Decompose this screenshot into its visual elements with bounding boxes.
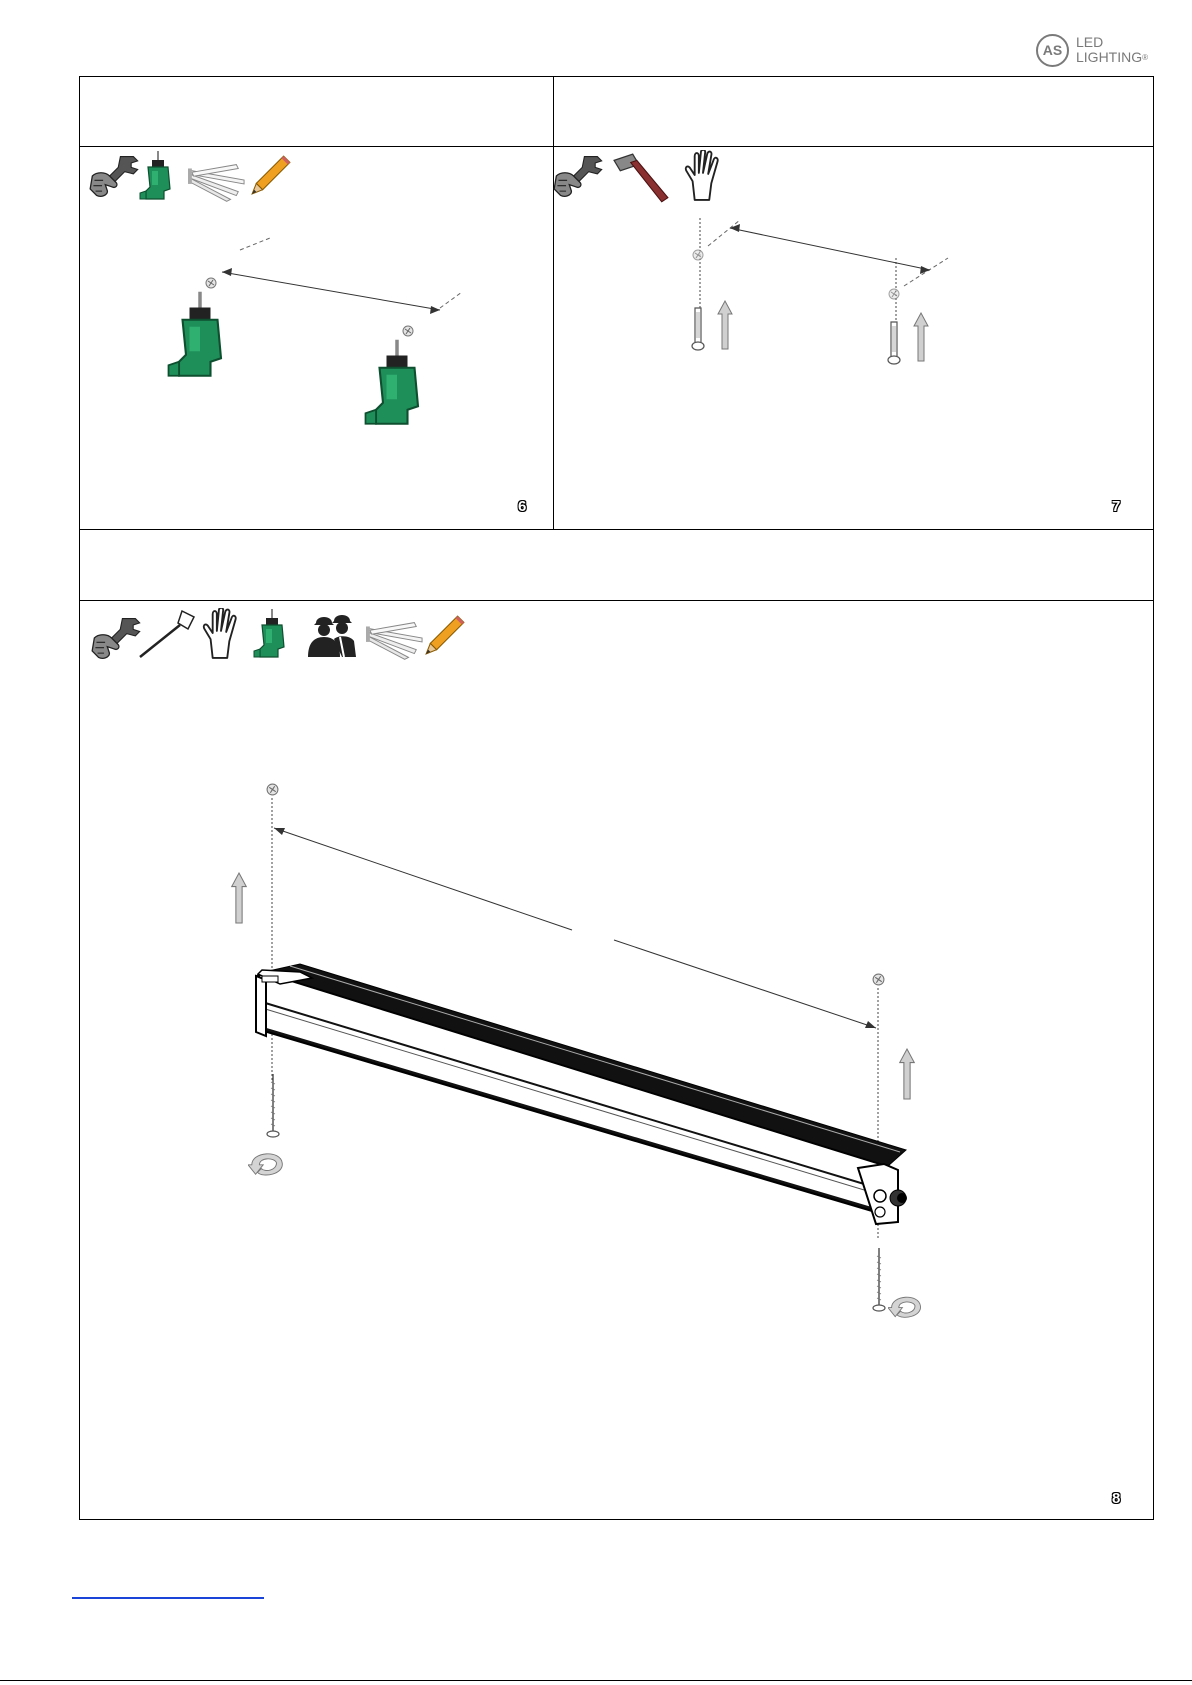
footer-hyperlink-underline[interactable] — [72, 1597, 264, 1599]
logo-registered-mark: ® — [1142, 53, 1149, 62]
logo-text-lighting: LIGHTING — [1076, 49, 1143, 65]
hammer-icon — [612, 152, 670, 204]
logo-mark: AS — [1036, 34, 1069, 67]
wrench-hand-icon — [552, 152, 606, 200]
step8-header-cell — [79, 529, 1154, 601]
step-number-6: 6 — [518, 498, 527, 515]
glove-icon — [680, 150, 726, 202]
bottom-rule — [0, 1680, 1192, 1681]
drill-icon — [252, 608, 292, 660]
two-workers-icon — [304, 612, 358, 660]
step-number-7: 7 — [1112, 498, 1121, 515]
drill-icon — [138, 150, 178, 202]
step6-header-cell — [79, 76, 554, 147]
brand-logo — [1036, 32, 1156, 72]
wrench-hand-icon — [88, 152, 142, 200]
pencil-icon — [250, 154, 292, 196]
folding-ruler-icon — [366, 620, 424, 660]
logo-text-led: LED — [1076, 34, 1104, 50]
pencil-icon — [424, 614, 466, 656]
step8-panel — [79, 600, 1154, 1520]
step7-header-cell — [553, 76, 1154, 147]
screwdriver-icon — [136, 608, 196, 660]
step6-panel — [79, 146, 554, 530]
glove-icon — [198, 608, 244, 660]
step-number-8: 8 — [1112, 1490, 1121, 1507]
folding-ruler-icon — [188, 162, 246, 202]
